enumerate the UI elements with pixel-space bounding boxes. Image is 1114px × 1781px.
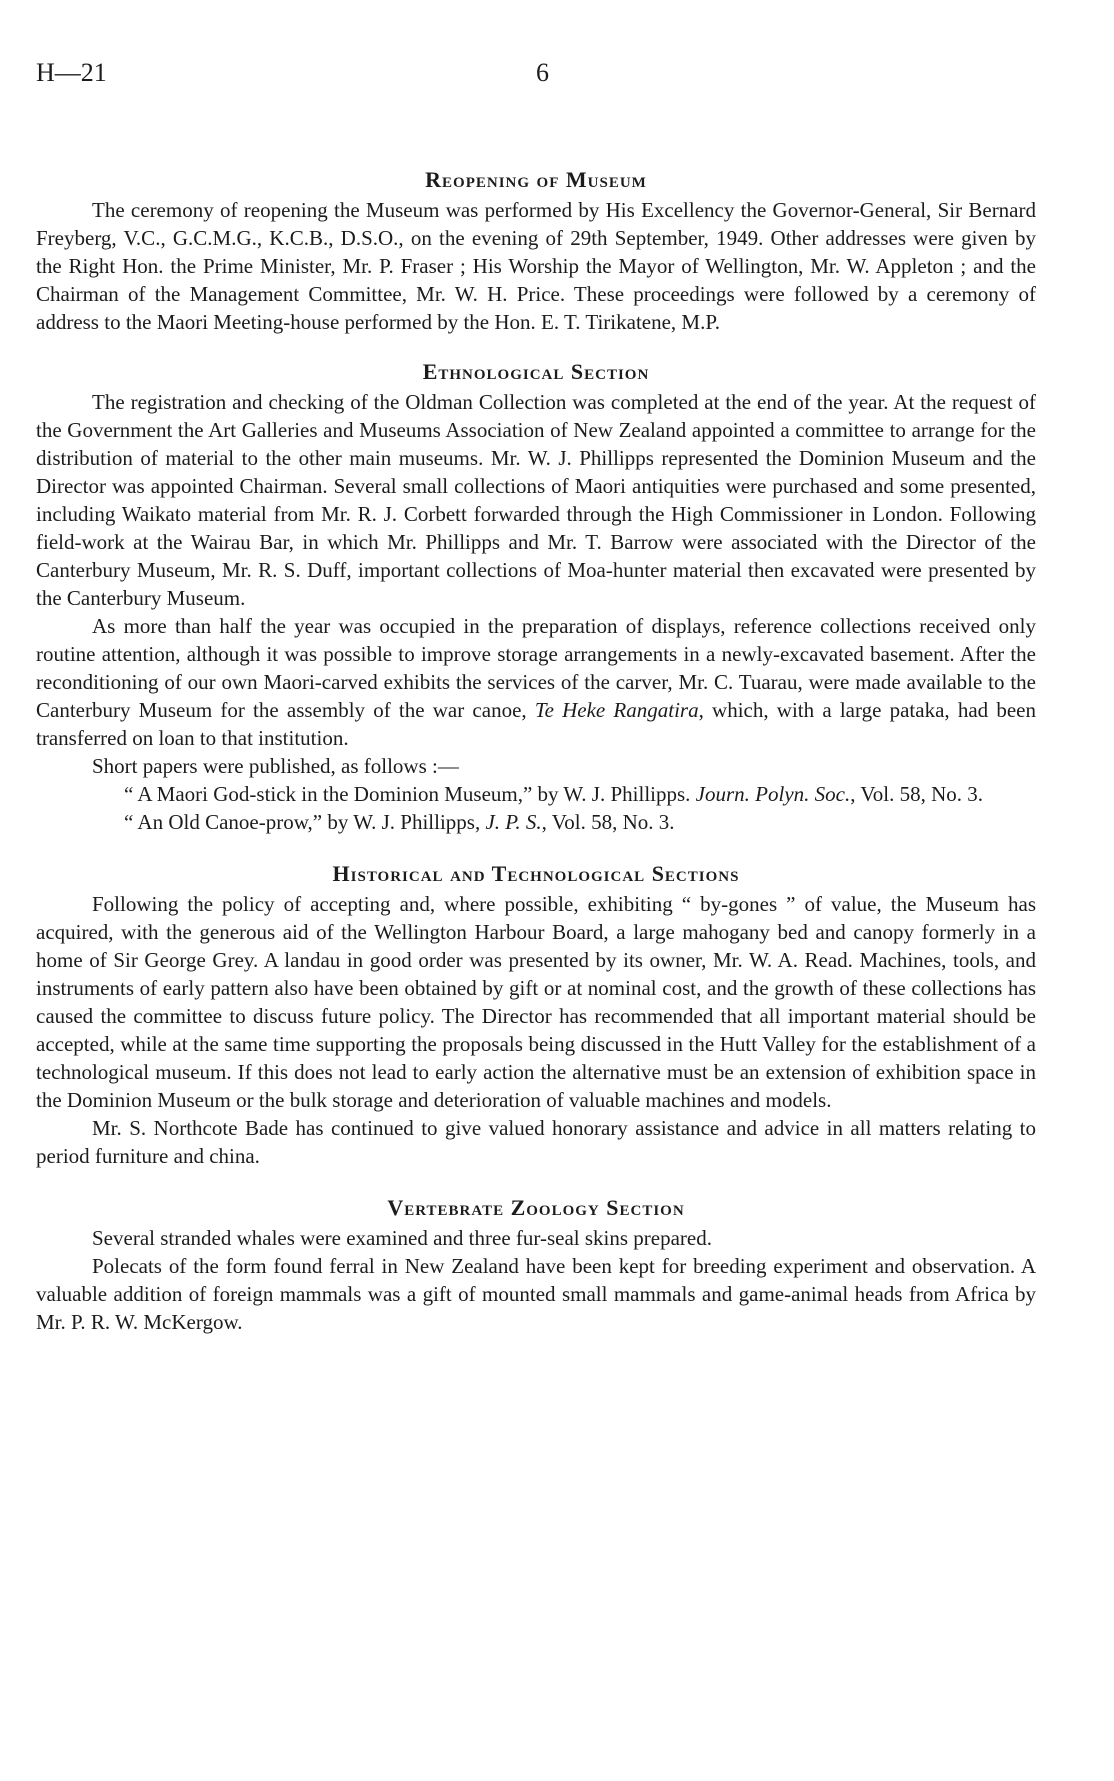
page-header [36,58,1036,98]
citation-item [124,780,1036,808]
historical-paragraph-2: Mr. S. Northcote Bade has continued to give valued honorary assistance and advice in all matters relating to period furniture and china. [36,1116,1036,1168]
section-title-reopening: Reopening of Museum [425,167,647,192]
ethnological-paragraph-2 [36,612,1036,752]
citation-journal: J. P. S. [485,810,542,834]
section-title-vertebrate: Vertebrate Zoology Section [387,1195,685,1220]
citation-item [124,808,1036,836]
vertebrate-paragraph-2: Polecats of the form found ferral in New Zealand have been kept for breeding experiment and observation. A valuable addition of foreign mammals was a gift of mounted small mammals and game-animal heads from Africa by Mr. P. R. W. McKergow. [36,1254,1036,1334]
ethnological-paragraph-3: Short papers were published, as follows :— [92,754,459,778]
citation-text: “ A Maori God-stick in the Dominion Museum,” by W. J. Phillipps. [124,782,696,806]
page-number: 6 [536,58,549,87]
canoe-name: Te Heke Rangatira [534,698,699,722]
vertebrate-paragraph-1: Several stranded whales were examined and three fur-seal skins prepared. [92,1226,712,1250]
section-title-historical: Historical and Technological Sections [332,861,740,886]
document-page [36,58,1036,1336]
citation-tail: , Vol. 58, No. 3. [850,782,984,806]
reopening-paragraph: The ceremony of reopening the Museum was performed by His Excellency the Governor-General, Sir Bernard Freyberg, V.C., G.C.M.G., K.C.B., D.S.O., on the evening of 29th September, 1949. Other addresses were given by the Right Hon. the Prime Minister, Mr. P. Fraser ; His Worship the Mayor of Wellington, Mr. W. Appleton ; and the Chairman of the Management Committee, Mr. W. H. Price. These proceedings were followed by a ceremony of address to the Maori Meeting-house performed by the Hon. E. T. Tirikatene, M.P. [36,198,1036,334]
section-title-ethnological: Ethnological Section [422,359,650,384]
citation-tail: , Vol. 58, No. 3. [541,810,675,834]
historical-paragraph-1: Following the policy of accepting and, where possible, exhibiting “ by-gones ” of value, the Museum has acquired, with the generous aid of the Wellington Harbour Board, a large mahogany bed and canopy formerly in a home of Sir George Grey. A landau in good order was presented by its owner, Mr. W. A. Read. Machines, tools, and instruments of early pattern also have been obtained by gift or at nominal cost, and the growth of these collections has caused the committee to discuss future policy. The Director has recommended that all important material should be accepted, while at the same time supporting the proposals being discussed in the Hutt Valley for the establishment of a technological museum. If this does not lead to early action the alternative must be an extension of exhibition space in the Dominion Museum or the bulk storage and deterioration of valuable machines and models. [36,892,1036,1112]
document-code: H—21 [36,58,107,87]
citation-journal: Journ. Polyn. Soc. [695,782,851,806]
ethnological-paragraph-1: The registration and checking of the Oldman Collection was completed at the end of the year. At the request of the Government the Art Galleries and Museums Association of New Zealand appointed a committee to arrange for the distribution of material to the other main museums. Mr. W. J. Phillipps represented the Dominion Museum and the Director was appointed Chairman. Several small collections of Maori antiquities were purchased and some presented, including Waikato material from Mr. R. J. Corbett forwarded through the High Commissioner in London. Following field-work at the Wairau Bar, in which Mr. Phillipps and Mr. T. Barrow were associated with the Director of the Canterbury Museum, Mr. R. S. Duff, important collections of Moa-hunter material then excavated were presented by the Canterbury Museum. [36,390,1036,610]
ethnological-paragraph-2-text: As more than half the year was occupied in the preparation of displays, reference collections received only routine attention, although it was possible to improve storage arrangements in a newly-excavated basement. After the reconditioning of our own Maori-carved exhibits the services of the carver, Mr. C. Tuarau, were made available to the Canterbury Museum for the assembly of the war canoe, [36,614,1036,722]
citation-text: “ An Old Canoe-prow,” by W. J. Phillipps, [124,810,486,834]
ethnological-paragraph-2-tail: , which, with a large pataka, had been transferred on loan to that institution. [36,698,1037,750]
